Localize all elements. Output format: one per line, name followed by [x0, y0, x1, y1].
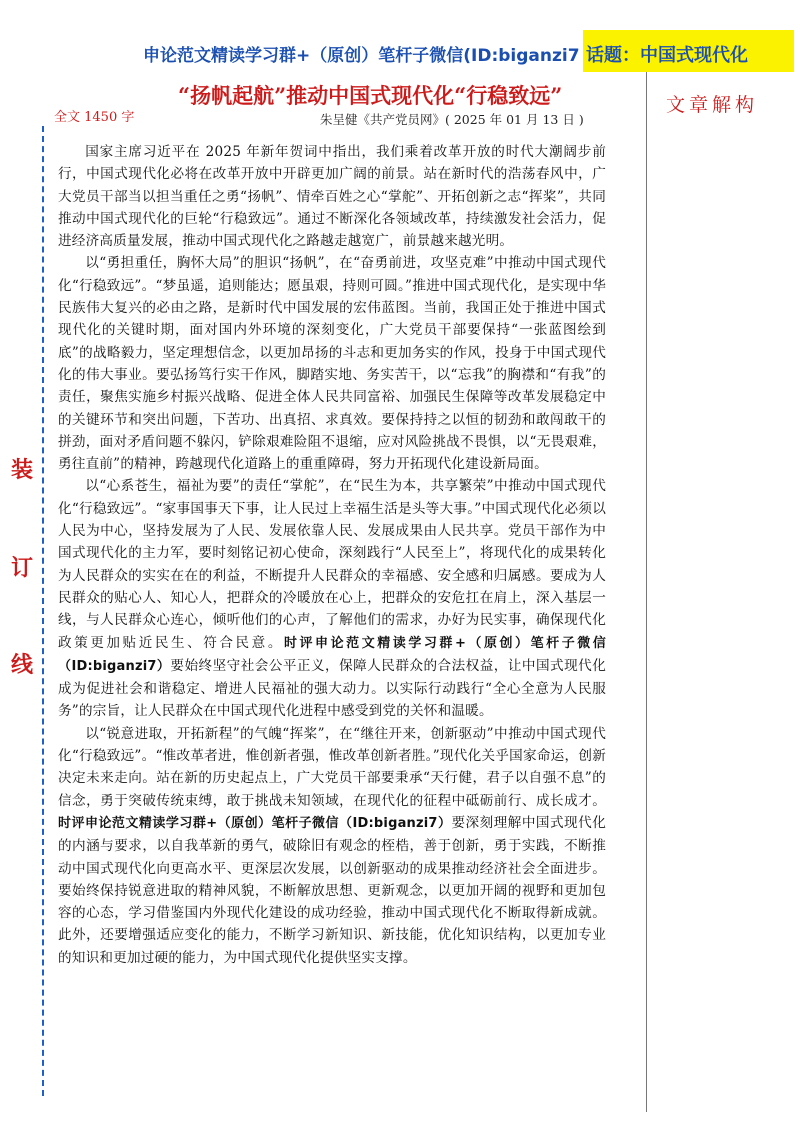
paragraph-3-text-b: 要始终坚守社会公平正义，保障人民群众的合法权益，让中国式现代化成为促进社会和谐稳定、增进人民福祉的强大动力。以实际行动践行“全心全意为人民服务”的宗旨，让人民群众在中国式现代化进程中感受到党的关怀和温暖。	[58, 657, 606, 720]
paragraph-3-watermark: 时评申论范文精读学习群+（原创）笔杆子微信（ID:biganzi7）	[58, 635, 606, 674]
paragraph-4-text-a: 以“锐意进取，开拓新程”的气魄“挥桨”，在“继往开来，创新驱动”中推动中国式现代化“行稳致远”。“惟改革者进，惟创新者强，惟改革创新者胜。”现代化关乎国家命运，创新决定未来走向。站在新的历史起点上，广大党员干部要秉承“天行健，君子以自强不息”的信念，勇于突破传统束缚，敢于挑战未知领域，在现代化的征程中砥砺前行、成长成才。	[58, 725, 606, 809]
binding-char-2: 订	[11, 555, 34, 581]
paragraph-3-text-a: 以“心系苍生，福祉为要”的责任“掌舵”，在“民生为本，共享繁荣”中推动中国式现代化“行稳致远”。“家事国事天下事，让人民过上幸福生活是头等大事。”中国式现代化必须以人民为中心，坚持发展为了人民、发展依靠人民、发展成果由人民共享。党员干部作为中国式现代化的主力军，要时刻铭记初心使命，深刻践行“人民至上”，将现代化的成果转化为人民群众的实实在在的利益，不断提升人民群众的幸福感、安全感和归属感。要成为人民群众的贴心人、知心人，把群众的冷暖放在心上，把群众的安危扛在肩上，深入基层一线，与人民群众心连心，倾听他们的心声，了解他们的需求，办好为民实事，确保现代化政策更加贴近民生、符合民意。	[58, 478, 606, 651]
binding-dashed-line	[42, 126, 44, 1096]
paragraph-1: 国家主席习近平在 2025 年新年贺词中指出，我们乘着改革开放的时代大潮阔步前行，中国式现代化必将在改革开放中开辟更加广阔的前景。站在新时代的浩荡春风中，广大党员干部当以担当重任之勇“扬帆”、情牵百姓之心“掌舵”、开拓创新之志“挥桨”，共同推动中国式现代化的巨轮“行稳致远”。通过不断深化各领域改革，持续激发社会活力，促进经济高质量发展，推动中国式现代化之路越走越宽广，前景越来越光明。	[58, 144, 606, 250]
paragraph-2: 以“勇担重任，胸怀大局”的胆识“扬帆”，在“奋勇前进，攻坚克难”中推动中国式现代化“行稳致远”。“梦虽遥，追则能达；愿虽艰，持则可圆。”推进中国式现代化，是实现中华民族伟大复兴的必由之路，是新时代中国发展的宏伟蓝图。当前，我国正处于推进中国式现代化的关键时期，面对国内外环境的深刻变化，广大党员干部要保持“一张蓝图绘到底”的战略毅力，坚定理想信念，以更加昂扬的斗志和更加务实的作风，投身于中国式现代化的伟大事业。要弘扬笃行实干作风，脚踏实地、务实苦干，以“忘我”的胸襟和“有我”的责任，聚焦实施乡村振兴战略、促进全体人民共同富裕、加强民生保障等改革发展稳定中的关键环节和突出问题，下苦功、出真招、求真效。要保持持之以恒的韧劲和敢闯敢干的拼劲，面对矛盾问题不躲闪，铲除艰难险阻不退缩，应对风险挑战不畏惧，以“无畏艰难，勇往直前”的精神，跨越现代化道路上的重重障碍，努力开拓现代化建设新局面。	[58, 255, 606, 473]
right-margin-rule	[646, 72, 647, 1112]
paragraph-3	[58, 475, 606, 722]
paragraph-4-text-b: 要深刻理解中国式现代化的内涵与要求，以自我革新的勇气，破除旧有观念的桎梏，善于创新，勇于实践，不断推动中国式现代化向更高水平、更深层次发展，以创新驱动的成果推动经济社会全面进步。要始终保持锐意进取的精神风貌，不断解放思想、更新观念，以更加开阔的视野和更加包容的心态，学习借鉴国内外现代化建设的成功经验，推动中国式现代化不断取得新成就。此外，还要增强适应变化的能力，不断学习新知识、新技能，优化知识结构，以更加专业的知识和更加过硬的能力，为中国式现代化提供坚实支撑。	[58, 814, 607, 966]
article-title: “扬帆起航”推动中国式现代化“行稳致远”	[178, 83, 563, 108]
group-header-line: 申论范文精读学习群+（原创）笔杆子微信(ID:biganzi7	[143, 46, 580, 66]
paragraph-4	[58, 723, 606, 969]
word-count: 全文 1450 字	[54, 110, 135, 125]
binding-char-3: 线	[11, 652, 34, 678]
paragraph-4-watermark: 时评申论范文精读学习群+（原创）笔杆子微信（ID:biganzi7）	[58, 815, 452, 831]
byline: 朱呈健《共产党员网》( 2025 年 01 月 13 日 )	[320, 112, 584, 127]
structure-label: 文章解构	[666, 94, 759, 116]
article-body	[58, 141, 606, 969]
topic-label: 话题：中国式现代化	[586, 45, 748, 66]
binding-char-1: 装	[11, 457, 34, 483]
